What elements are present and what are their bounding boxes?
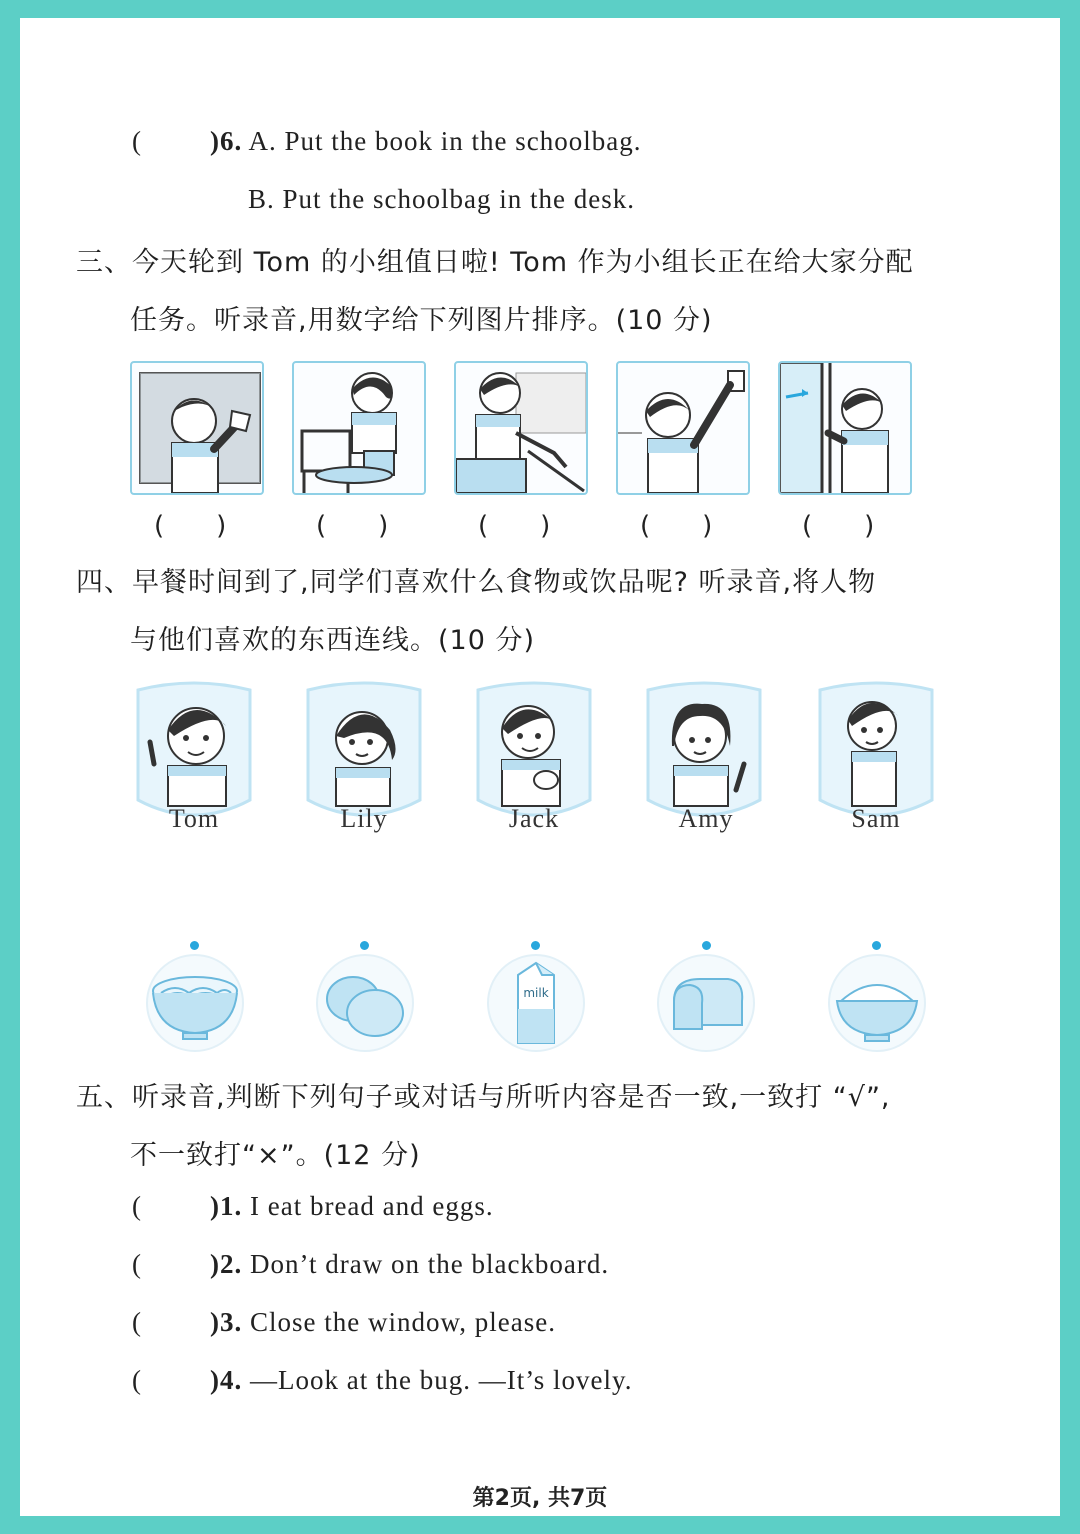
character-lily (304, 680, 424, 820)
answer-paren[interactable]: ( (132, 1307, 142, 1337)
worksheet-page (20, 18, 1060, 1516)
match-dot[interactable] (360, 941, 369, 950)
match-dot[interactable] (531, 941, 540, 950)
answer-paren[interactable]: ( (132, 1191, 142, 1221)
item-text: Don’t draw on the blackboard. (250, 1249, 610, 1279)
item-text: I eat bread and eggs. (250, 1191, 494, 1221)
answer-blank[interactable]: ( ) (478, 511, 551, 541)
item-number: )2. (210, 1249, 243, 1279)
judgement-item (132, 1365, 632, 1396)
name-amy: Amy (678, 804, 734, 833)
section3-heading-line1: 三、今天轮到 Tom 的小组值日啦! Tom 作为小组长正在给大家分配 (76, 247, 914, 278)
match-dot[interactable] (702, 941, 711, 950)
q6-option-b: B. Put the schoolbag in the desk. (248, 184, 635, 214)
q6-line-a (132, 126, 641, 157)
answer-paren[interactable]: ( (132, 1249, 142, 1279)
character-jack (474, 680, 594, 820)
section5-heading-line2: 不一致打“×”。(12 分) (130, 1140, 421, 1171)
bread-icon (656, 953, 756, 1053)
picture-closing-window (778, 361, 912, 495)
judgement-item (132, 1307, 556, 1338)
item-number: )4. (210, 1365, 243, 1395)
judgement-item (132, 1249, 609, 1280)
item-text: Close the window, please. (250, 1307, 556, 1337)
character-sam (816, 680, 936, 820)
section3-heading-line2: 任务。听录音,用数字给下列图片排序。(10 分) (130, 305, 713, 336)
character-amy (644, 680, 764, 820)
name-sam: Sam (851, 804, 901, 833)
name-jack: Jack (508, 804, 560, 833)
answer-blank[interactable]: ( ) (802, 511, 875, 541)
picture-turning-off-light (616, 361, 750, 495)
judgement-item (132, 1191, 494, 1222)
section4-heading-line1: 四、早餐时间到了,同学们喜欢什么食物或饮品呢? 听录音,将人物 (76, 567, 877, 598)
character-tom (134, 680, 254, 820)
answer-blank[interactable]: ( ) (316, 511, 389, 541)
eggs-icon (315, 953, 415, 1053)
match-dot[interactable] (872, 941, 881, 950)
name-tom: Tom (168, 804, 220, 833)
page-footer: 第2页, 共7页 (472, 1486, 608, 1511)
name-lily: Lily (340, 804, 388, 833)
item-text: —Look at the bug. —It’s lovely. (250, 1365, 633, 1395)
milk-label: milk (523, 986, 549, 1000)
item-number: )1. (210, 1191, 243, 1221)
picture-wiping-blackboard (130, 361, 264, 495)
match-dot[interactable] (190, 941, 199, 950)
noodles-icon (145, 953, 245, 1053)
answer-blank[interactable]: ( ) (154, 511, 227, 541)
picture-moving-chair (292, 361, 426, 495)
q6-number: )6. (210, 126, 243, 156)
item-number: )3. (210, 1307, 243, 1337)
rice-bowl-icon (827, 953, 927, 1053)
q6-paren: ( (132, 126, 142, 156)
section5-heading-line1: 五、听录音,判断下列句子或对话与所听内容是否一致,一致打 “√”, (76, 1082, 891, 1113)
section4-heading-line2: 与他们喜欢的东西连线。(10 分) (130, 625, 536, 656)
q6-option-a: A. Put the book in the schoolbag. (248, 126, 642, 156)
milk-carton-icon (486, 953, 586, 1053)
picture-cleaning-desk (454, 361, 588, 495)
answer-blank[interactable]: ( ) (640, 511, 713, 541)
answer-paren[interactable]: ( (132, 1365, 142, 1395)
